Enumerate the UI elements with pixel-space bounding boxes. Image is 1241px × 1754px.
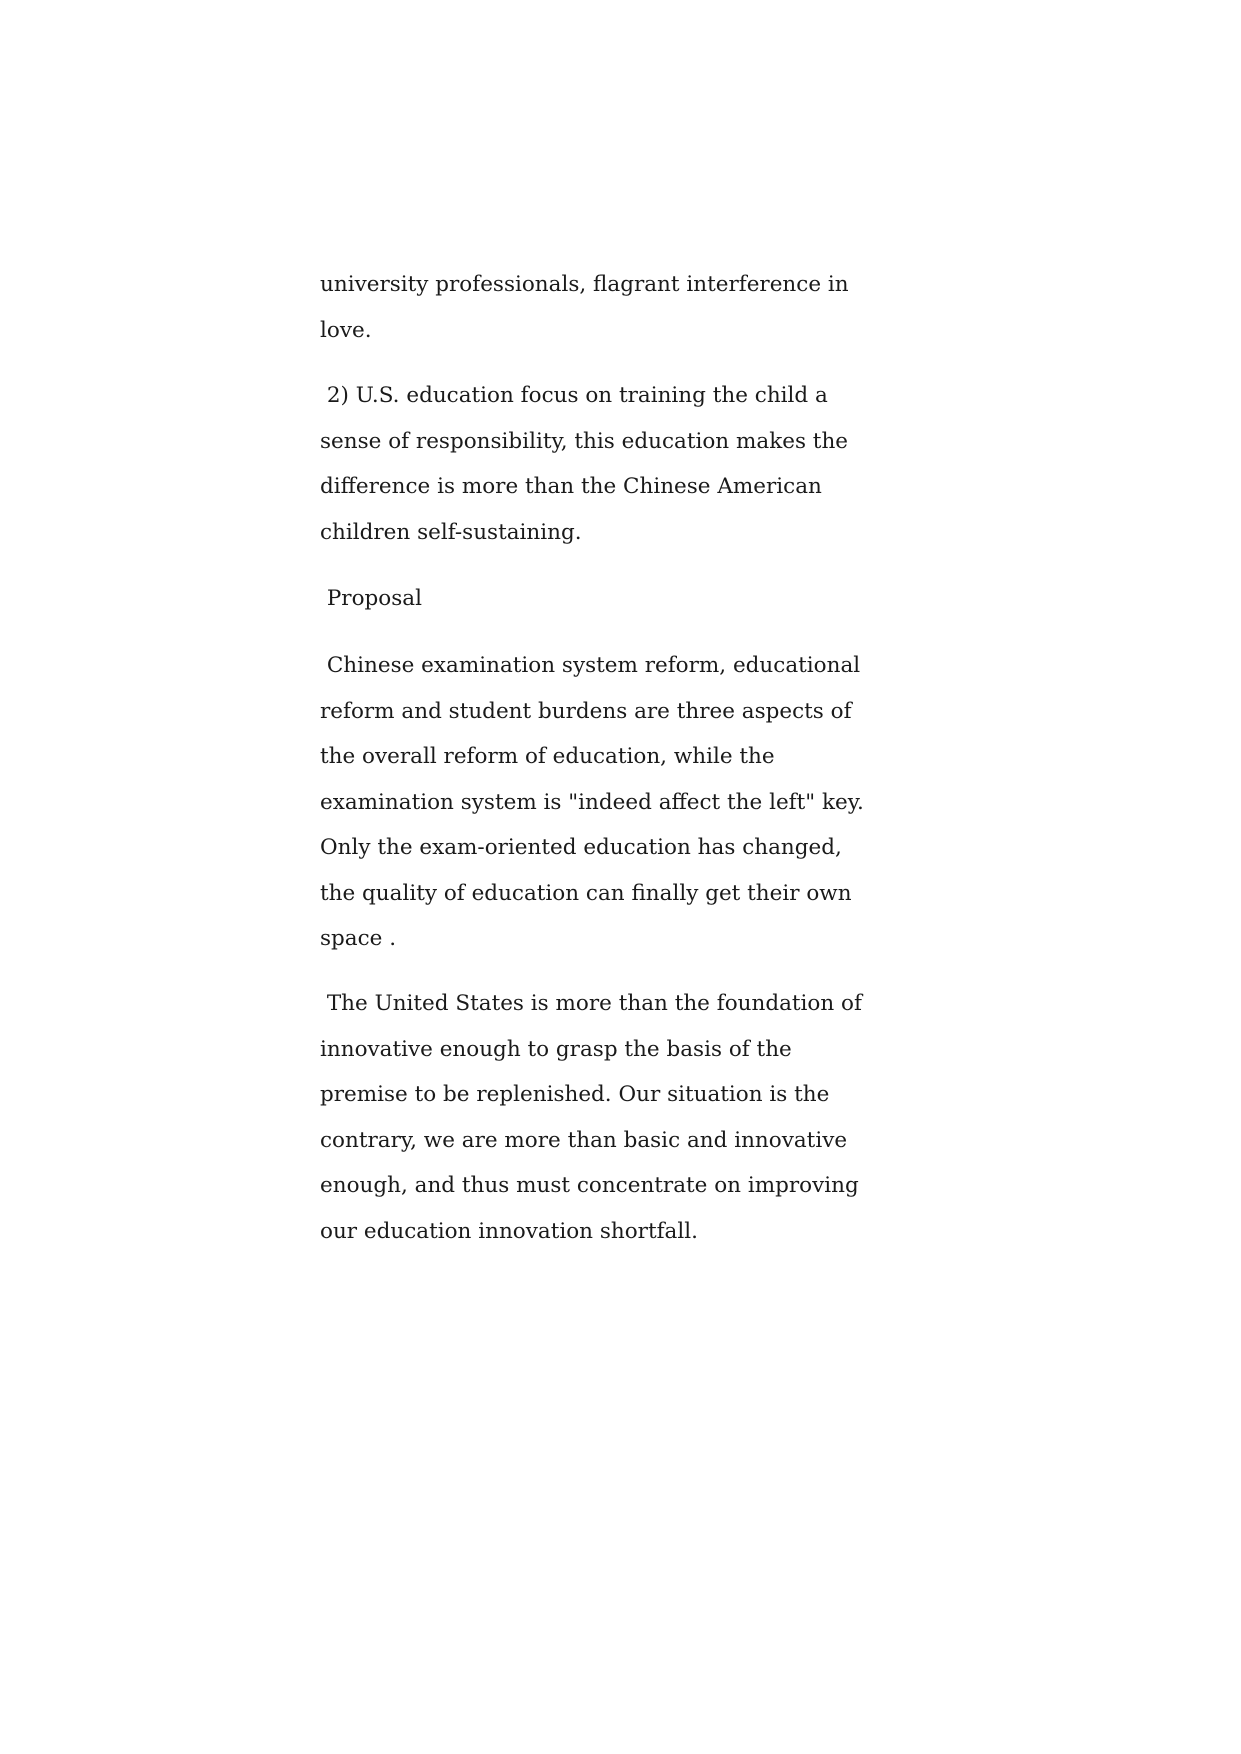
text-line: examination system is "indeed affect the left" key. [320, 789, 864, 815]
text-line: university professionals, flagrant interference in [320, 272, 849, 297]
text-line: innovative enough to grasp the basis of the [320, 1036, 792, 1062]
text-line: 2) U.S. education focus on training the child a [320, 383, 828, 408]
paragraph-continuation [320, 262, 940, 353]
text-line: our education innovation shortfall. [320, 1218, 698, 1244]
text-line: premise to be replenished. Our situation is the [320, 1082, 830, 1107]
text-line: enough, and thus must concentrate on improving [320, 1173, 859, 1198]
heading-line: Proposal [320, 586, 422, 611]
text-line: contrary, we are more than basic and innovative [320, 1127, 848, 1153]
text-line: the overall reform of education, while the [320, 744, 775, 769]
section-heading-proposal [320, 576, 940, 622]
text-line: children self-sustaining. [320, 519, 582, 545]
text-line: Chinese examination system reform, educational [320, 653, 861, 678]
paragraph-innovation [320, 981, 940, 1254]
paragraph-us-education [320, 373, 940, 555]
text-line: space . [320, 926, 397, 951]
text-line: difference is more than the Chinese American [320, 474, 822, 499]
text-line: the quality of education can finally get their own [320, 880, 852, 906]
text-line: reform and student burdens are three aspects of [320, 698, 852, 724]
text-line: sense of responsibility, this education makes the [320, 428, 849, 454]
text-line: The United States is more than the foundation of [320, 991, 862, 1016]
paragraph-examination-reform [320, 643, 940, 962]
text-line: Only the exam-oriented education has changed, [320, 835, 842, 860]
text-line: love. [320, 317, 372, 343]
